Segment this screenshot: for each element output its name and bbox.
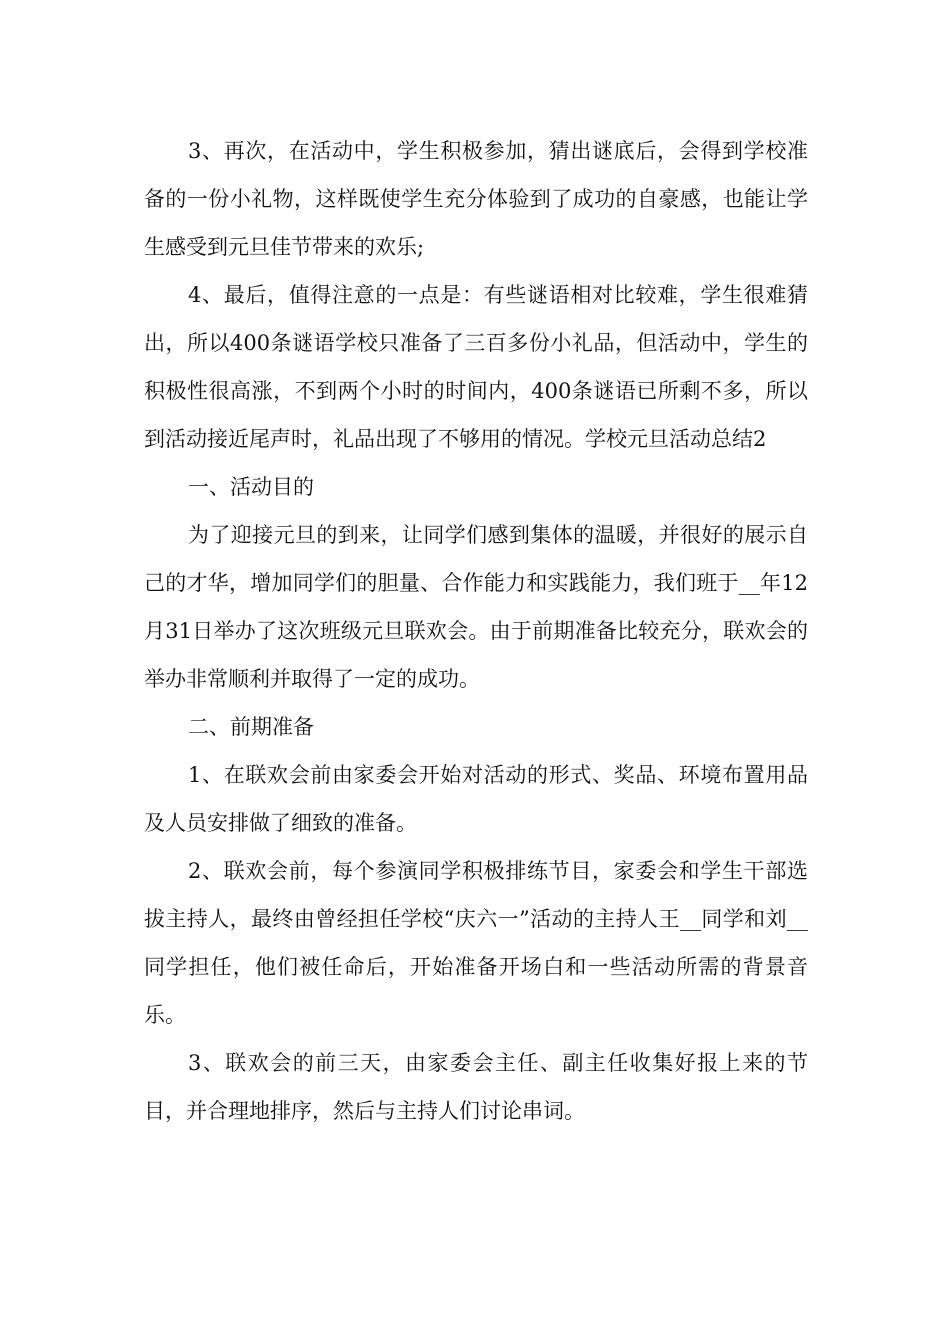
paragraph-purpose: 为了迎接元旦的到来，让同学们感到集体的温暖，并很好的展示自己的才华，增加同学们的胆量、合作能力和实践能力，我们班于__年12月31日举办了这次班级元旦联欢会。由于前期准备比较充分，联欢会的举办非常顺利并取得了一定的成功。 (144, 523, 808, 691)
paragraph-prep-3: 3、联欢会的前三天，由家委会主任、副主任收集好报上来的节目，并合理地排序，然后与主持人们讨论串词。 (144, 1051, 808, 1123)
paragraph-item-4: 4、最后，值得注意的一点是：有些谜语相对比较难，学生很难猜出，所以400条谜语学校只准备了三百多份小礼品，但活动中，学生的积极性很高涨，不到两个小时的时间内，400条谜语已所剩不多，所以到活动接近尾声时，礼品出现了不够用的情况。学校元旦活动总结2 (144, 283, 808, 451)
paragraph-prep-2: 2、联欢会前，每个参演同学积极排练节目，家委会和学生干部选拔主持人，最终由曾经担任学校“庆六一”活动的主持人王__同学和刘__同学担任，他们被任命后，开始准备开场白和一些活动所需的背景音乐。 (144, 859, 808, 1027)
section-heading-purpose: 一、活动目的 (188, 475, 314, 499)
section-heading-preparation: 二、前期准备 (188, 715, 314, 739)
paragraph-item-3: 3、再次，在活动中，学生积极参加，猜出谜底后，会得到学校准备的一份小礼物，这样既使学生充分体验到了成功的自豪感，也能让学生感受到元旦佳节带来的欢乐; (144, 139, 808, 259)
document-body (144, 127, 808, 1135)
paragraph-prep-1: 1、在联欢会前由家委会开始对活动的形式、奖品、环境布置用品及人员安排做了细致的准备。 (144, 763, 808, 835)
